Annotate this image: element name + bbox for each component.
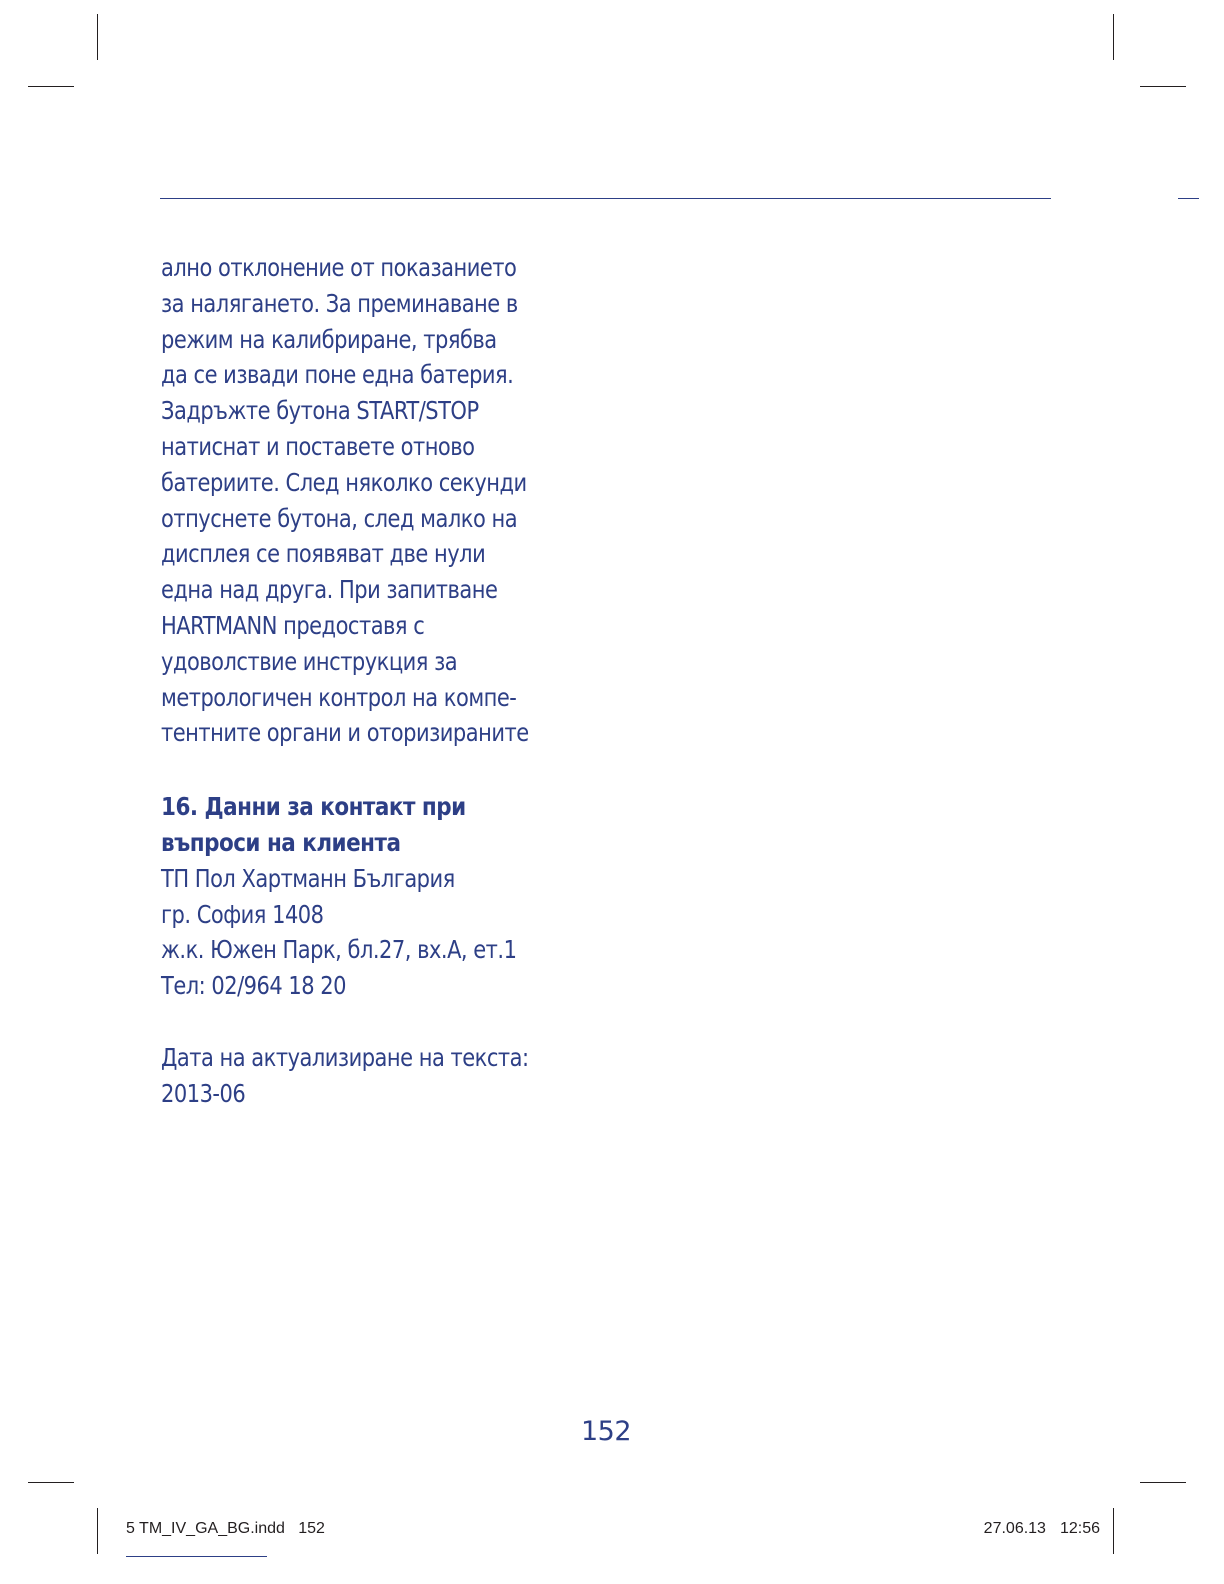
crop-mark-top-left-horizontal [28,86,74,87]
crop-mark-top-right-horizontal [1140,86,1186,87]
crop-mark-bottom-left-horizontal [28,1482,74,1483]
heading-line: въпроси на клиента [161,827,401,857]
slug-filename [126,1520,325,1538]
crop-mark-bottom-right-horizontal [1140,1482,1186,1483]
body-line: ално отклонение от показанието [161,253,517,282]
body-line: тентните органи и оторизираните [161,718,529,748]
body-line: удоволствие инструкция за [161,646,458,676]
revision-date: 2013-06 [161,1078,246,1108]
contact-details [161,861,601,1004]
slug-timestamp [984,1520,1100,1538]
body-line: да се извади поне една батерия. [161,360,514,390]
body-line: HARTMANN предоставя с [161,610,425,640]
revision-date-block [161,1040,601,1112]
crop-mark-bottom-right-vertical [1113,1508,1114,1554]
slug-file-text: 5 TM_IV_GA_BG.indd 152 [126,1520,325,1537]
body-line: за налягането. За преминаване в [161,288,518,318]
body-line: режим на калибриране, трябва [161,324,497,354]
revision-label: Дата на актуализиране на текста: [161,1042,529,1072]
slug-date: 27.06.13 [983,1520,1046,1537]
body-line: отпуснете бутона, след малко на [161,503,518,533]
phone-number: Тел: 02/964 18 20 [161,971,347,1001]
crop-mark-bottom-left-vertical [97,1508,98,1554]
page-number: 152 [580,1416,632,1447]
body-line: дисплея се появяват две нули [161,539,486,569]
section-heading [161,789,601,861]
body-paragraph [161,250,601,751]
street-address: ж.к. Южен Парк, бл.27, вх.А, ет.1 [161,935,517,965]
body-line: натиснат и поставете отново [161,431,475,461]
heading-line: 16. Данни за контакт при [161,792,466,822]
side-margin-mark [1178,198,1199,199]
slug-time: 12:56 [1059,1520,1100,1537]
text-column [161,250,601,1112]
slug-underline [126,1556,267,1557]
header-rule [160,198,1051,199]
body-line: една над друга. При запитване [161,575,498,605]
city-postcode: гр. София 1408 [161,899,324,929]
body-line: Задръжте бутона START/STOP [161,396,479,426]
crop-mark-top-left-vertical [97,14,98,60]
body-line: метрологичен контрол на компе- [161,682,517,712]
company-name: ТП Пол Хартманн България [161,863,455,893]
body-line: батериите. След няколко секунди [161,467,527,497]
crop-mark-top-right-vertical [1113,14,1114,60]
